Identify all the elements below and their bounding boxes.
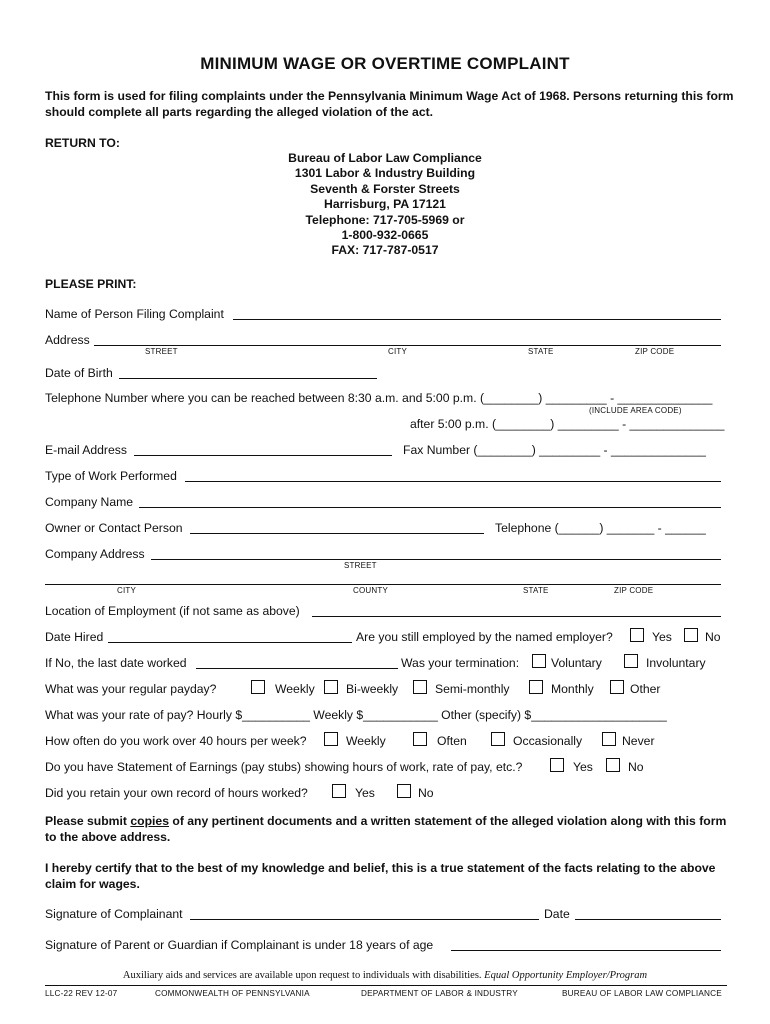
zip-caption: ZIP CODE (614, 586, 654, 595)
company-street-field[interactable] (151, 559, 721, 560)
payday-monthly-checkbox[interactable] (529, 680, 543, 694)
still-employed-yes-checkbox[interactable] (630, 628, 644, 642)
yes-label: Yes (355, 786, 375, 800)
footer-bureau: BUREAU OF LABOR LAW COMPLIANCE (562, 989, 722, 998)
eoe-text: Equal Opportunity Employer/Program (484, 970, 648, 981)
last-date-field[interactable] (196, 668, 398, 669)
submit-instructions (45, 814, 735, 845)
own-record-label: Did you retain your own record of hours worked? (45, 786, 308, 800)
work-type-label: Type of Work Performed (45, 469, 177, 483)
no-label: No (705, 630, 721, 644)
never-label: Never (622, 734, 655, 748)
county-caption: COUNTY (353, 586, 388, 595)
payday-other-checkbox[interactable] (610, 680, 624, 694)
pay-stubs-label: Do you have Statement of Earnings (pay stubs) showing hours of work, rate of pay, etc.? (45, 760, 523, 774)
own-record-yes-checkbox[interactable] (332, 784, 346, 798)
area-code-caption: (INCLUDE AREA CODE) (589, 406, 682, 415)
payday-semimonthly-checkbox[interactable] (413, 680, 427, 694)
submit-text: Please submit (45, 814, 131, 828)
overtime-weekly-checkbox[interactable] (324, 732, 338, 746)
guardian-signature-field[interactable] (451, 950, 721, 951)
after5-phone-field[interactable]: after 5:00 p.m. (________) _________ - ______________ (410, 417, 725, 431)
zip-caption: ZIP CODE (635, 347, 675, 356)
owner-field[interactable] (190, 533, 484, 534)
location-field[interactable] (312, 616, 721, 617)
no-label: No (418, 786, 434, 800)
form-number: LLC-22 REV 12-07 (45, 989, 118, 998)
address-label: Address (45, 333, 90, 347)
return-address (0, 151, 770, 259)
please-print-label: PLEASE PRINT: (45, 277, 137, 291)
signature-date-field[interactable] (575, 919, 721, 920)
payday-label: What was your regular payday? (45, 682, 217, 696)
still-employed-no-checkbox[interactable] (684, 628, 698, 642)
owner-telephone-field[interactable]: Telephone (______) _______ - ______ (495, 521, 706, 535)
date-hired-field[interactable] (108, 642, 352, 643)
company-address-label: Company Address (45, 547, 145, 561)
telephone-label[interactable]: Telephone Number where you can be reached between 8:30 a.m. and 5:00 p.m. (________) _________ - ______________ (45, 391, 713, 405)
signature-label: Signature of Complainant (45, 907, 183, 921)
copies-emphasis: copies (130, 814, 169, 828)
own-record-no-checkbox[interactable] (397, 784, 411, 798)
address-field[interactable] (94, 345, 721, 346)
termination-label: Was your termination: (401, 656, 520, 670)
overtime-label: How often do you work over 40 hours per week? (45, 734, 307, 748)
pay-stubs-no-checkbox[interactable] (606, 758, 620, 772)
city-caption: CITY (388, 347, 408, 356)
overtime-occasionally-checkbox[interactable] (491, 732, 505, 746)
yes-label: Yes (573, 760, 593, 774)
location-label: Location of Employment (if not same as above) (45, 604, 300, 618)
semimonthly-label: Semi-monthly (435, 682, 510, 696)
often-label: Often (437, 734, 467, 748)
work-type-field[interactable] (185, 481, 721, 482)
involuntary-label: Involuntary (646, 656, 706, 670)
company-name-field[interactable] (139, 507, 721, 508)
no-label: No (628, 760, 644, 774)
dob-label: Date of Birth (45, 366, 113, 380)
address-line: 1-800-932-0665 (341, 228, 429, 243)
other-label: Other (630, 682, 661, 696)
overtime-often-checkbox[interactable] (413, 732, 427, 746)
involuntary-checkbox[interactable] (624, 654, 638, 668)
street-caption: STREET (145, 347, 178, 356)
company-name-label: Company Name (45, 495, 134, 509)
address-line: Seventh & Forster Streets (310, 181, 460, 196)
form-title: MINIMUM WAGE OR OVERTIME COMPLAINT (200, 54, 570, 73)
address-line: FAX: 717-787-0517 (331, 243, 439, 258)
monthly-label: Monthly (551, 682, 594, 696)
aux-text: Auxiliary aids and services are available upon request to individuals with disabilities. (122, 970, 482, 981)
footer-department: DEPARTMENT OF LABOR & INDUSTRY (361, 989, 518, 998)
dob-field[interactable] (119, 378, 377, 379)
still-employed-label: Are you still employed by the named employer? (356, 630, 613, 644)
address-line: 1301 Labor & Industry Building (294, 166, 476, 181)
name-label: Name of Person Filing Complaint (45, 307, 224, 321)
email-field[interactable] (134, 455, 392, 456)
certification-text: I hereby certify that to the best of my knowledge and belief, this is a true statement of the facts relating to the above claim for wages. (45, 861, 716, 891)
intro-text: This form is used for filing complaints under the Pennsylvania Minimum Wage Act of 1968. Persons returning this form should complete all parts regarding the alleged violation of the act. (45, 89, 734, 119)
city-caption: CITY (117, 586, 137, 595)
street-caption: STREET (344, 561, 377, 570)
occasionally-label: Occasionally (513, 734, 583, 748)
last-date-label: If No, the last date worked (45, 656, 187, 670)
pay-stubs-yes-checkbox[interactable] (550, 758, 564, 772)
date-label: Date (544, 907, 570, 921)
address-line: Telephone: 717-705-5969 or (305, 212, 465, 227)
state-caption: STATE (528, 347, 554, 356)
voluntary-checkbox[interactable] (532, 654, 546, 668)
name-field[interactable] (233, 319, 721, 320)
return-to-label: RETURN TO: (45, 136, 120, 150)
overtime-never-checkbox[interactable] (602, 732, 616, 746)
payday-weekly-checkbox[interactable] (251, 680, 265, 694)
state-caption: STATE (523, 586, 549, 595)
weekly-label: Weekly (275, 682, 315, 696)
address-line: Harrisburg, PA 17121 (324, 197, 446, 212)
address-line: Bureau of Labor Law Compliance (288, 151, 482, 165)
signature-field[interactable] (190, 919, 539, 920)
footer-divider (45, 985, 727, 986)
company-city-field[interactable] (45, 584, 721, 585)
email-label: E-mail Address (45, 443, 127, 457)
guardian-signature-label: Signature of Parent or Guardian if Complainant is under 18 years of age (45, 938, 434, 952)
fax-field[interactable]: Fax Number (________) _________ - ______________ (403, 443, 706, 457)
footer-commonwealth: COMMONWEALTH OF PENNSYLVANIA (155, 989, 310, 998)
voluntary-label: Voluntary (551, 656, 602, 670)
date-hired-label: Date Hired (45, 630, 104, 644)
weekly-label: Weekly (346, 734, 386, 748)
yes-label: Yes (652, 630, 672, 644)
submit-text: of any pertinent documents and a written statement of the alleged violation along with this form to the above address. (45, 814, 727, 844)
accessibility-notice (0, 970, 770, 981)
owner-label: Owner or Contact Person (45, 521, 183, 535)
biweekly-label: Bi-weekly (346, 682, 399, 696)
payday-biweekly-checkbox[interactable] (324, 680, 338, 694)
rate-of-pay-field[interactable]: What was your rate of pay? Hourly $__________ Weekly $___________ Other (specify) $____________________ (45, 708, 667, 722)
